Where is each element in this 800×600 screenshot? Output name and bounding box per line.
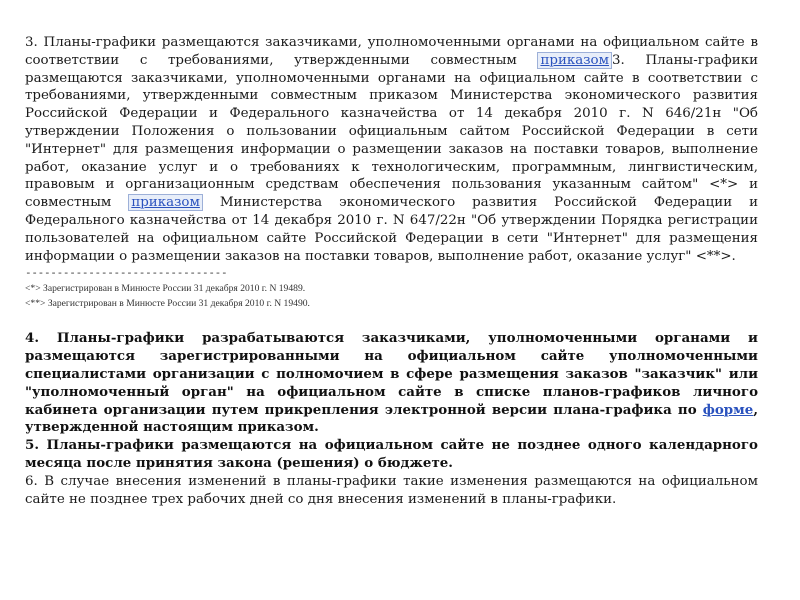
document-page xyxy=(25,34,758,508)
footnote-2: <**> Зарегистрирован в Минюсте России 31 декабря 2010 г. N 19490. xyxy=(25,298,310,310)
footnote-separator: -------------------------------- xyxy=(25,266,228,280)
form-link[interactable]: форме xyxy=(702,401,754,418)
paragraph-5: 5. Планы-графики размещаются на официальном сайте не позднее одного календарного месяца после принятия закона (решения) о бюджете. xyxy=(25,437,758,471)
paragraph-3 xyxy=(25,34,758,265)
order-link-2[interactable]: приказом xyxy=(128,194,203,211)
footnote-1: <*> Зарегистрирован в Минюсте России 31 декабря 2010 г. N 19489. xyxy=(25,283,306,295)
paragraph-4 xyxy=(25,330,758,437)
paragraph-6: 6. В случае внесения изменений в планы-графики такие изменения размещаются на официальном сайте не позднее трех рабочих дней со дня внесения изменений в планы-графики. xyxy=(25,473,758,507)
paragraph-3-text-2: 3. Планы-графики размещаются заказчиками, уполномоченными органами на официальном сайте в соответствии с требованиями, утвержденными совместным приказом Министерства экономического развития Российской Федерации и Федерального казначейства от 14 декабря 2010 г. N 646/21н "Об утверждении Положения о пользовании официальным сайтом Российской Федерации в сети "Интернет" для размещения информации о размещении заказов на поставки товаров, выполнение работ, оказание услуг и о требованиях к технологическим, программным, лингвистическим, правовым и организационным средствам обеспечения пользования указанным сайтом" <*> и совместным xyxy=(25,52,758,211)
paragraph-3-text-3: Министерства экономического развития Российской Федерации и Федерального казначейства от 14 декабря 2010 г. N 647/22н "Об утверждении Порядка регистрации пользователей на официальном сайте Российской Федерации в сети "Интернет" для размещения информации о размещении заказов на поставки товаров, выполнение работ, оказание услуг" <**>. xyxy=(25,195,758,264)
paragraph-4-text-1: 4. Планы-графики разрабатываются заказчиками, уполномоченными органами и размещаются зарегистрированными на официальном сайте уполномоченными специалистами организации с полномочием в сфере размещения заказов "заказчик" или "уполномоченный орган" на официальном сайте в списке планов-графиков личного кабинета организации путем прикрепления электронной версии плана-графика по xyxy=(25,330,758,418)
paragraph-gap xyxy=(25,311,758,330)
paragraph-3-text-1: 3. Планы-графики размещаются заказчиками, уполномоченными органами на официальном сайте в соответствии с требованиями, утвержденными совместным xyxy=(25,35,758,68)
paragraph-4-text-2: , утвержденной настоящим приказом. xyxy=(25,401,758,436)
order-link-1[interactable]: приказом xyxy=(537,52,612,69)
